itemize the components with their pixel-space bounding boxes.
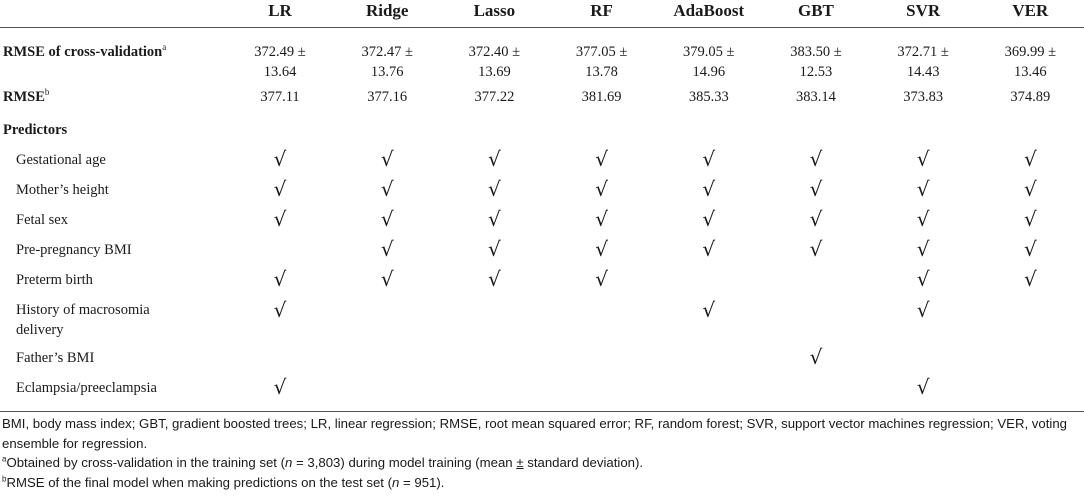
check-mark-icon: √ [488,236,501,261]
cv-rmse-footnote-marker: a [162,42,167,53]
predictor-check-cell [226,205,333,235]
predictor-check-cell [870,265,977,295]
check-mark-icon: √ [488,266,501,291]
predictor-check-cell [977,145,1084,175]
check-mark-icon: √ [916,176,930,201]
predictor-check-cell [441,175,548,205]
predictor-check-cell [226,265,333,295]
predictor-check-cell [226,145,333,175]
footnote-b [2,473,1082,493]
header-svr: SVR [870,0,977,28]
check-mark-icon: √ [702,206,716,231]
predictor-check-cell [548,373,655,412]
predictor-label: Pre-pregnancy BMI [16,242,132,258]
predictor-label: Gestational age [16,152,106,168]
predictors-heading: Predictors [3,121,68,138]
predictor-check-cell [441,235,548,265]
footnote-a [2,453,1082,473]
predictor-row [0,373,1084,412]
abbreviations-note: BMI, body mass index; GBT, gradient boosted trees; LR, linear regression; RMSE, root mean squared error; RF, random forest; SVR, support vector machines regression; VER, voting ensemble for regression. [2,416,1067,451]
predictor-label-line: delivery [16,322,64,338]
predictor-check-cell [977,295,1084,343]
predictor-check-cell [334,175,441,205]
check-mark-icon: √ [488,206,501,231]
predictor-check-cell [977,265,1084,295]
rmse-value: 377.22 [474,89,515,105]
header-row [0,0,1084,28]
check-mark-icon: √ [916,266,930,291]
predictor-row [0,145,1084,175]
rmse-label-cell [0,82,226,115]
predictor-check-cell [441,265,548,295]
cv-sd: 13.69 [478,64,511,80]
cv-sd: 14.43 [906,64,940,80]
cv-rmse-cell [548,28,655,83]
footnote-a-n: n [285,455,293,470]
rmse-value: 385.33 [688,89,729,105]
rmse-row [0,82,1084,115]
predictor-rows [0,145,1084,412]
cv-rmse-cell [441,28,548,83]
check-mark-icon: √ [702,298,716,322]
check-mark-icon: √ [488,176,501,201]
rmse-value: 383.14 [796,89,836,105]
predictor-check-cell [441,205,548,235]
predictor-check-cell [977,205,1084,235]
check-mark-icon: √ [916,206,930,231]
rmse-value: 374.89 [1010,89,1051,105]
cv-rmse-cell [334,28,441,83]
header-gbt: GBT [762,0,869,28]
footnote-a-marker: a [2,454,7,464]
check-mark-icon: √ [380,266,394,291]
predictor-check-cell [226,373,333,412]
predictor-check-cell [334,343,441,373]
rmse-value: 373.83 [903,89,944,105]
predictor-check-cell [977,373,1084,412]
predictor-check-cell [762,145,869,175]
predictor-label: Mother’s height [16,182,109,198]
cv-rmse-label-cell [0,28,226,83]
cv-rmse-label: RMSE of cross-validation [3,44,163,60]
check-mark-icon: √ [595,236,608,261]
predictor-check-cell [548,343,655,373]
check-mark-icon: √ [809,236,823,261]
check-mark-icon: √ [916,298,930,322]
predictor-row [0,343,1084,373]
predictor-row [0,235,1084,265]
predictor-check-cell [977,175,1084,205]
check-mark-icon: √ [595,146,608,171]
cv-mean: 372.71 ± [897,44,949,60]
check-mark-icon: √ [1023,176,1037,201]
check-mark-icon: √ [809,206,823,231]
table-footnotes [2,414,1082,492]
header-empty-cell [0,0,226,28]
check-mark-icon: √ [488,146,501,171]
predictor-check-cell [762,295,869,343]
plus-minus-symbol: ± [516,455,524,470]
check-mark-icon: √ [702,146,716,171]
predictor-check-cell [870,145,977,175]
check-mark-icon: √ [1023,206,1037,231]
predictor-check-cell [334,265,441,295]
rmse-value: 377.11 [260,89,300,105]
check-mark-icon: √ [702,176,716,201]
predictor-check-cell [870,373,977,412]
predictor-row [0,295,1084,343]
predictor-check-cell [226,235,333,265]
predictor-check-cell [762,265,869,295]
cv-rmse-row [0,28,1084,83]
check-mark-icon: √ [380,176,394,201]
cv-rmse-cell [226,28,333,83]
predictor-check-cell [655,295,762,343]
predictor-check-cell [226,343,333,373]
predictor-check-cell [334,295,441,343]
cv-sd: 13.46 [1014,64,1047,80]
predictor-check-cell [762,235,869,265]
check-mark-icon: √ [595,266,608,291]
check-mark-icon: √ [1023,266,1037,291]
rmse-value: 377.16 [367,89,408,105]
rmse-label: RMSE [3,89,45,105]
cv-rmse-cell [655,28,762,83]
predictor-check-cell [762,373,869,412]
predictor-check-cell [655,175,762,205]
check-mark-icon: √ [273,176,287,201]
predictor-check-cell [334,205,441,235]
predictor-check-cell [548,205,655,235]
check-mark-icon: √ [273,374,287,399]
predictor-check-cell [441,373,548,412]
check-mark-icon: √ [380,236,394,261]
header-lasso: Lasso [441,0,548,28]
predictor-check-cell [334,145,441,175]
predictor-check-cell [548,145,655,175]
predictor-check-cell [762,175,869,205]
cv-rmse-cell [870,28,977,83]
check-mark-icon: √ [595,206,608,231]
check-mark-icon: √ [380,146,394,171]
footnote-a-text: = 3,803) during model training (mean [292,455,517,470]
predictor-check-cell [655,205,762,235]
cv-mean: 372.47 ± [361,44,413,60]
predictor-check-cell [441,343,548,373]
footnote-a-text: Obtained by cross-validation in the training set ( [6,455,286,470]
cv-mean: 377.05 ± [575,44,628,60]
predictor-check-cell [548,295,655,343]
predictor-check-cell [655,145,762,175]
cv-sd: 13.64 [263,64,297,80]
header-adaboost: AdaBoost [655,0,762,28]
predictor-check-cell [977,235,1084,265]
check-mark-icon: √ [380,206,394,231]
predictor-check-cell [870,235,977,265]
predictor-check-cell [548,175,655,205]
predictor-check-cell [441,145,548,175]
footnote-b-text: = 951). [399,474,445,490]
check-mark-icon: √ [916,236,930,261]
footnote-b-text: RMSE of the final model when making predictions on the test set ( [6,474,393,490]
predictor-check-cell [655,373,762,412]
header-rf: RF [548,0,655,28]
predictor-check-cell [655,265,762,295]
check-mark-icon: √ [273,206,287,231]
predictor-row [0,265,1084,295]
header-ver: VER [977,0,1084,28]
predictor-label: Preterm birth [16,272,93,288]
predictor-check-cell [870,205,977,235]
cv-sd: 12.53 [799,64,833,80]
rmse-footnote-marker: b [44,87,50,98]
header-lr: LR [226,0,333,28]
predictor-label [0,295,226,343]
check-mark-icon: √ [916,146,930,171]
predictor-check-cell [870,175,977,205]
check-mark-icon: √ [809,176,823,201]
predictor-check-cell [870,295,977,343]
check-mark-icon: √ [1023,236,1037,261]
cv-mean: 369.99 ± [1004,44,1057,60]
cv-rmse-cell [977,28,1084,83]
predictor-row [0,175,1084,205]
footnote-b-marker: b [2,474,7,484]
check-mark-icon: √ [273,146,287,171]
predictors-heading-row [0,115,1084,145]
predictor-row [0,205,1084,235]
predictor-check-cell [655,343,762,373]
cv-sd: 13.78 [585,64,618,80]
header-ridge: Ridge [334,0,441,28]
predictor-check-cell [762,205,869,235]
predictor-check-cell [870,343,977,373]
predictor-label-line: History of macrosomia [16,302,150,318]
cv-mean: 372.40 ± [468,44,521,60]
check-mark-icon: √ [916,374,930,399]
check-mark-icon: √ [273,298,287,322]
cv-mean: 372.49 ± [254,44,306,60]
footnote-a-text: standard deviation). [523,455,644,470]
cv-sd: 14.96 [692,64,726,80]
rmse-value: 381.69 [581,89,622,105]
predictor-label: Fetal sex [16,212,68,228]
cv-mean: 379.05 ± [683,44,735,60]
cv-sd: 13.76 [370,64,404,80]
footnote-b-n: n [392,474,400,490]
check-mark-icon: √ [273,266,287,291]
predictor-check-cell [226,295,333,343]
check-mark-icon: √ [1023,146,1037,171]
cv-mean: 383.50 ± [790,44,842,60]
predictor-label: Father’s BMI [16,350,95,366]
check-mark-icon: √ [702,236,716,261]
predictor-label: Eclampsia/preeclampsia [0,373,226,412]
predictor-check-cell [977,343,1084,373]
predictor-check-cell [548,265,655,295]
predictor-check-cell [334,373,441,412]
predictor-check-cell [334,235,441,265]
predictor-check-cell [655,235,762,265]
check-mark-icon: √ [809,344,823,369]
predictor-check-cell [441,295,548,343]
predictor-check-cell [226,175,333,205]
predictor-check-cell [762,343,869,373]
cv-rmse-cell [762,28,869,83]
check-mark-icon: √ [595,176,608,201]
predictor-check-cell [548,235,655,265]
check-mark-icon: √ [809,146,823,171]
